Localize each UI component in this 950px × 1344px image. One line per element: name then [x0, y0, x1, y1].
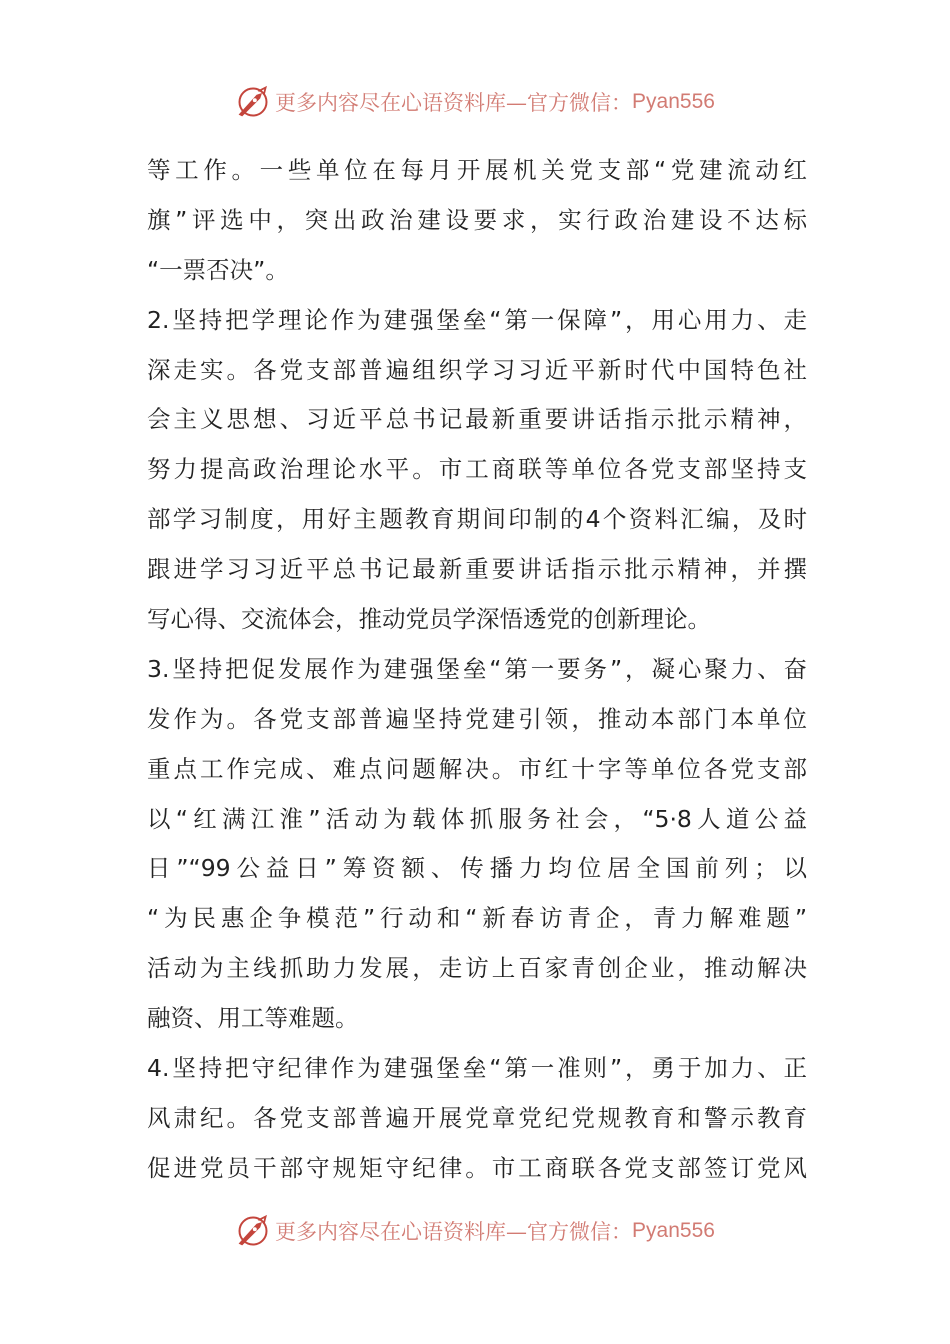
header-banner-wechat-id: Pyan556: [632, 90, 715, 113]
document-body: [147, 146, 807, 1194]
body-line: “一票否决”。: [147, 255, 289, 284]
body-line: 风肃纪。各党支部普遍开展党章党纪党规教育和警示教育: [147, 1103, 807, 1132]
body-line: 活动为主线抓助力发展，走访上百家青创企业，推动解决: [147, 954, 807, 983]
body-line: 促进党员干部守规矩守纪律。市工商联各党支部签订党风: [147, 1153, 807, 1182]
pen-nib-logo-icon: [235, 1213, 271, 1249]
body-line: 等工作。一些单位在每月开展机关党支部“党建流动红: [147, 156, 807, 184]
body-line: 日”“99公益日”筹资额、传播力均位居全国前列；以: [147, 854, 807, 883]
section-heading-line: 3.坚持把促发展作为建强堡垒“第一要务”，凝心聚力、奋: [147, 654, 807, 683]
body-line: 深走实。各党支部普遍组织学习习近平新时代中国特色社: [147, 355, 807, 384]
body-line: 发作为。各党支部普遍坚持党建引领，推动本部门本单位: [147, 704, 807, 733]
footer-banner: [0, 1209, 950, 1253]
header-banner-text: 更多内容尽在心语资料库—官方微信：: [275, 91, 633, 115]
body-line: 部学习制度，用好主题教育期间印制的4个资料汇编，及时: [147, 505, 807, 534]
body-line: 努力提高政治理论水平。市工商联等单位各党支部坚持支: [147, 455, 807, 484]
body-line: 以“红满江淮”活动为载体抓服务社会，“5·8人道公益: [147, 804, 807, 833]
body-line: 会主义思想、习近平总书记最新重要讲话指示批示精神，: [147, 405, 807, 434]
body-line: 重点工作完成、难点问题解决。市红十字等单位各党支部: [147, 754, 807, 783]
header-banner: [0, 80, 950, 124]
section-heading-line: 2.坚持把学理论作为建强堡垒“第一保障”，用心用力、走: [147, 305, 807, 334]
body-line: 旗”评选中，突出政治建设要求，实行政治建设不达标: [147, 205, 807, 234]
footer-banner-wechat-id: Pyan556: [632, 1219, 715, 1242]
footer-banner-text: 更多内容尽在心语资料库—官方微信：: [275, 1220, 633, 1244]
pen-nib-logo-icon: [235, 84, 271, 120]
body-line: 融资、用工等难题。: [147, 1004, 359, 1033]
body-line: 跟进学习习近平总书记最新重要讲话指示批示精神，并撰: [147, 555, 807, 584]
body-line: 写心得、交流体会，推动党员学深悟透党的创新理论。: [147, 605, 711, 634]
section-heading-line: 4.坚持把守纪律作为建强堡垒“第一准则”，勇于加力、正: [147, 1054, 807, 1083]
body-line: “为民惠企争模范”行动和“新春访青企，青力解难题”: [147, 904, 807, 933]
